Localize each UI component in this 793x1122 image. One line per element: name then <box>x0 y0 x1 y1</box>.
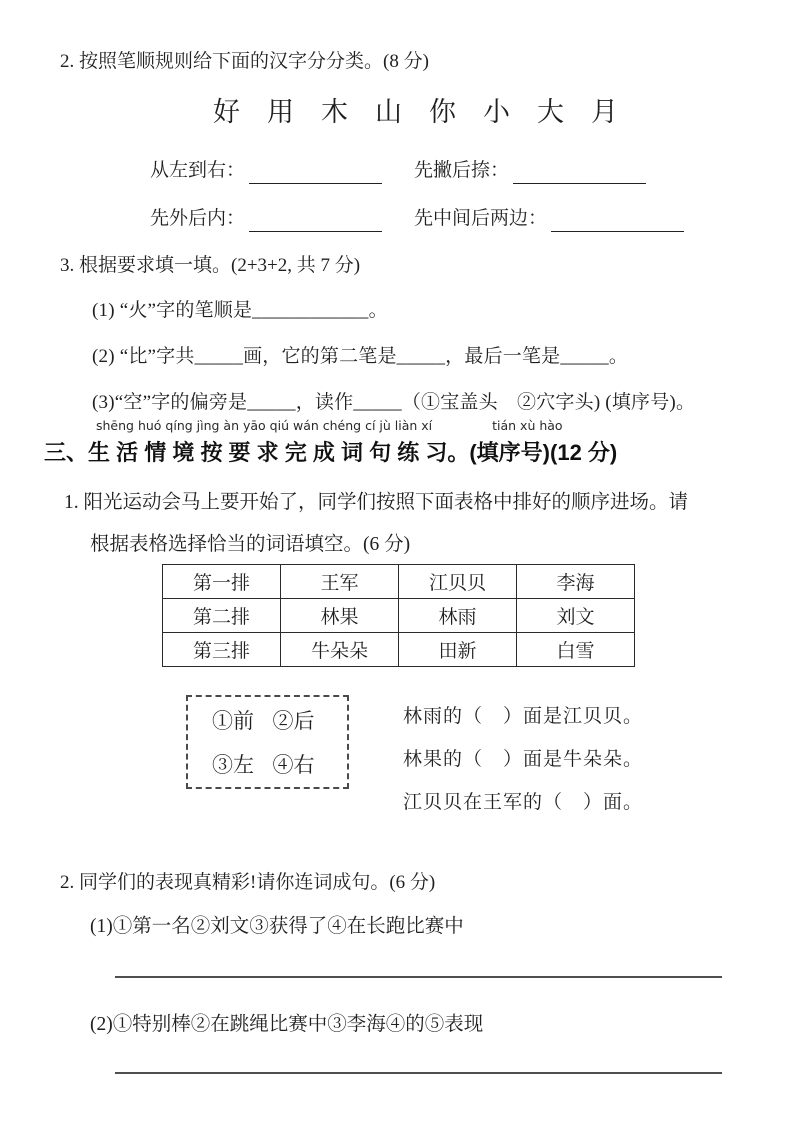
table-row <box>163 565 635 599</box>
section3-q1-text-line-1: 1. 阳光运动会马上要开始了，同学们按照下面表格中排好的顺序进场。请 <box>64 492 689 513</box>
fill-sentence-2: 林果的（ ）面是牛朵朵。 <box>403 749 644 770</box>
table-cell: 第二排 <box>163 599 281 633</box>
character-yong: 用 <box>267 97 294 127</box>
answer-blank <box>249 209 382 232</box>
answer-blank <box>551 209 684 232</box>
table-cell: 牛朵朵 <box>281 633 399 667</box>
fill-sentence-1: 林雨的（ ）面是江贝贝。 <box>403 706 644 727</box>
table-cell: 第一排 <box>163 565 281 599</box>
blank-label: 先中间后两边： <box>414 208 548 229</box>
character-da: 大 <box>537 97 564 127</box>
blank-label: 先外后内： <box>150 208 246 229</box>
table-cell: 白雪 <box>517 633 635 667</box>
question-2-title: 2. 按照笔顺规则给下面的汉字分分类。(8 分) <box>60 51 429 72</box>
table-cell: 王军 <box>281 565 399 599</box>
table-row <box>163 599 635 633</box>
answer-line-2 <box>115 1072 722 1074</box>
table-cell: 江贝贝 <box>399 565 517 599</box>
table-row <box>163 633 635 667</box>
classification-row-1 <box>150 158 793 184</box>
section3-q2-title: 2. 同学们的表现真精彩!请你连词成句。(6 分) <box>60 872 436 893</box>
table-cell: 第三排 <box>163 633 281 667</box>
option-back: ②后 <box>272 709 315 733</box>
fill-sentence-3: 江贝贝在王军的（ ）面。 <box>403 792 644 813</box>
pinyin-tail: tián xù hào <box>492 418 563 433</box>
blank-group-left-to-right <box>150 158 382 184</box>
character-mu: 木 <box>321 97 348 127</box>
word-order-item-1: (1)①第一名②刘文③获得了④在长跑比赛中 <box>90 916 464 937</box>
blank-group-pie-then-na <box>414 158 646 184</box>
table-cell: 刘文 <box>517 599 635 633</box>
pinyin-main: shēng huó qíng jìng àn yāo qiú wán chéng cí jù liàn xí <box>96 418 433 433</box>
character-shan: 山 <box>375 97 402 127</box>
blank-group-outside-then-inside <box>150 206 382 232</box>
question-3-item-3: (3)“空”字的偏旁是_____，读作_____（①宝盖头 ②穴字头) (填序号)。 <box>92 392 696 413</box>
question-3-item-2: (2) “比”字共_____画，它的第二笔是_____，最后一笔是_____。 <box>92 346 629 367</box>
word-order-item-2: (2)①特别棒②在跳绳比赛中③李海④的⑤表现 <box>90 1014 484 1035</box>
option-front: ①前 <box>212 709 254 733</box>
seating-table <box>162 564 635 667</box>
options-box <box>186 695 349 789</box>
character-xiao: 小 <box>483 97 510 127</box>
blank-label: 先撇后捺： <box>414 160 510 181</box>
fill-sentences <box>403 695 643 824</box>
section-3-heading: 三、生 活 情 境 按 要 求 完 成 词 句 练 习。(填序号)(12 分) <box>44 440 618 465</box>
table-cell: 田新 <box>399 633 517 667</box>
character-yue: 月 <box>591 97 618 127</box>
answer-blank <box>249 161 382 184</box>
table-cell: 林果 <box>281 599 399 633</box>
question-3-item-1: (1) “火”字的笔顺是____________。 <box>92 300 388 321</box>
options-and-sentences <box>0 695 793 824</box>
answer-line-1 <box>115 976 722 978</box>
blank-label: 从左到右： <box>150 160 246 181</box>
pinyin-annotation <box>96 418 793 434</box>
option-right: ④右 <box>272 753 315 777</box>
option-left: ③左 <box>212 753 254 777</box>
table-cell: 李海 <box>517 565 635 599</box>
question-3-title: 3. 根据要求填一填。(2+3+2, 共 7 分) <box>60 255 361 276</box>
classification-row-2 <box>150 206 793 232</box>
character-row <box>213 94 793 130</box>
table-cell: 林雨 <box>399 599 517 633</box>
character-ni: 你 <box>429 97 456 127</box>
answer-blank <box>513 161 646 184</box>
blank-group-middle-then-sides <box>414 206 684 232</box>
section3-q1-text-line-2: 根据表格选择恰当的词语填空。(6 分) <box>90 534 411 555</box>
character-hao: 好 <box>213 97 240 127</box>
